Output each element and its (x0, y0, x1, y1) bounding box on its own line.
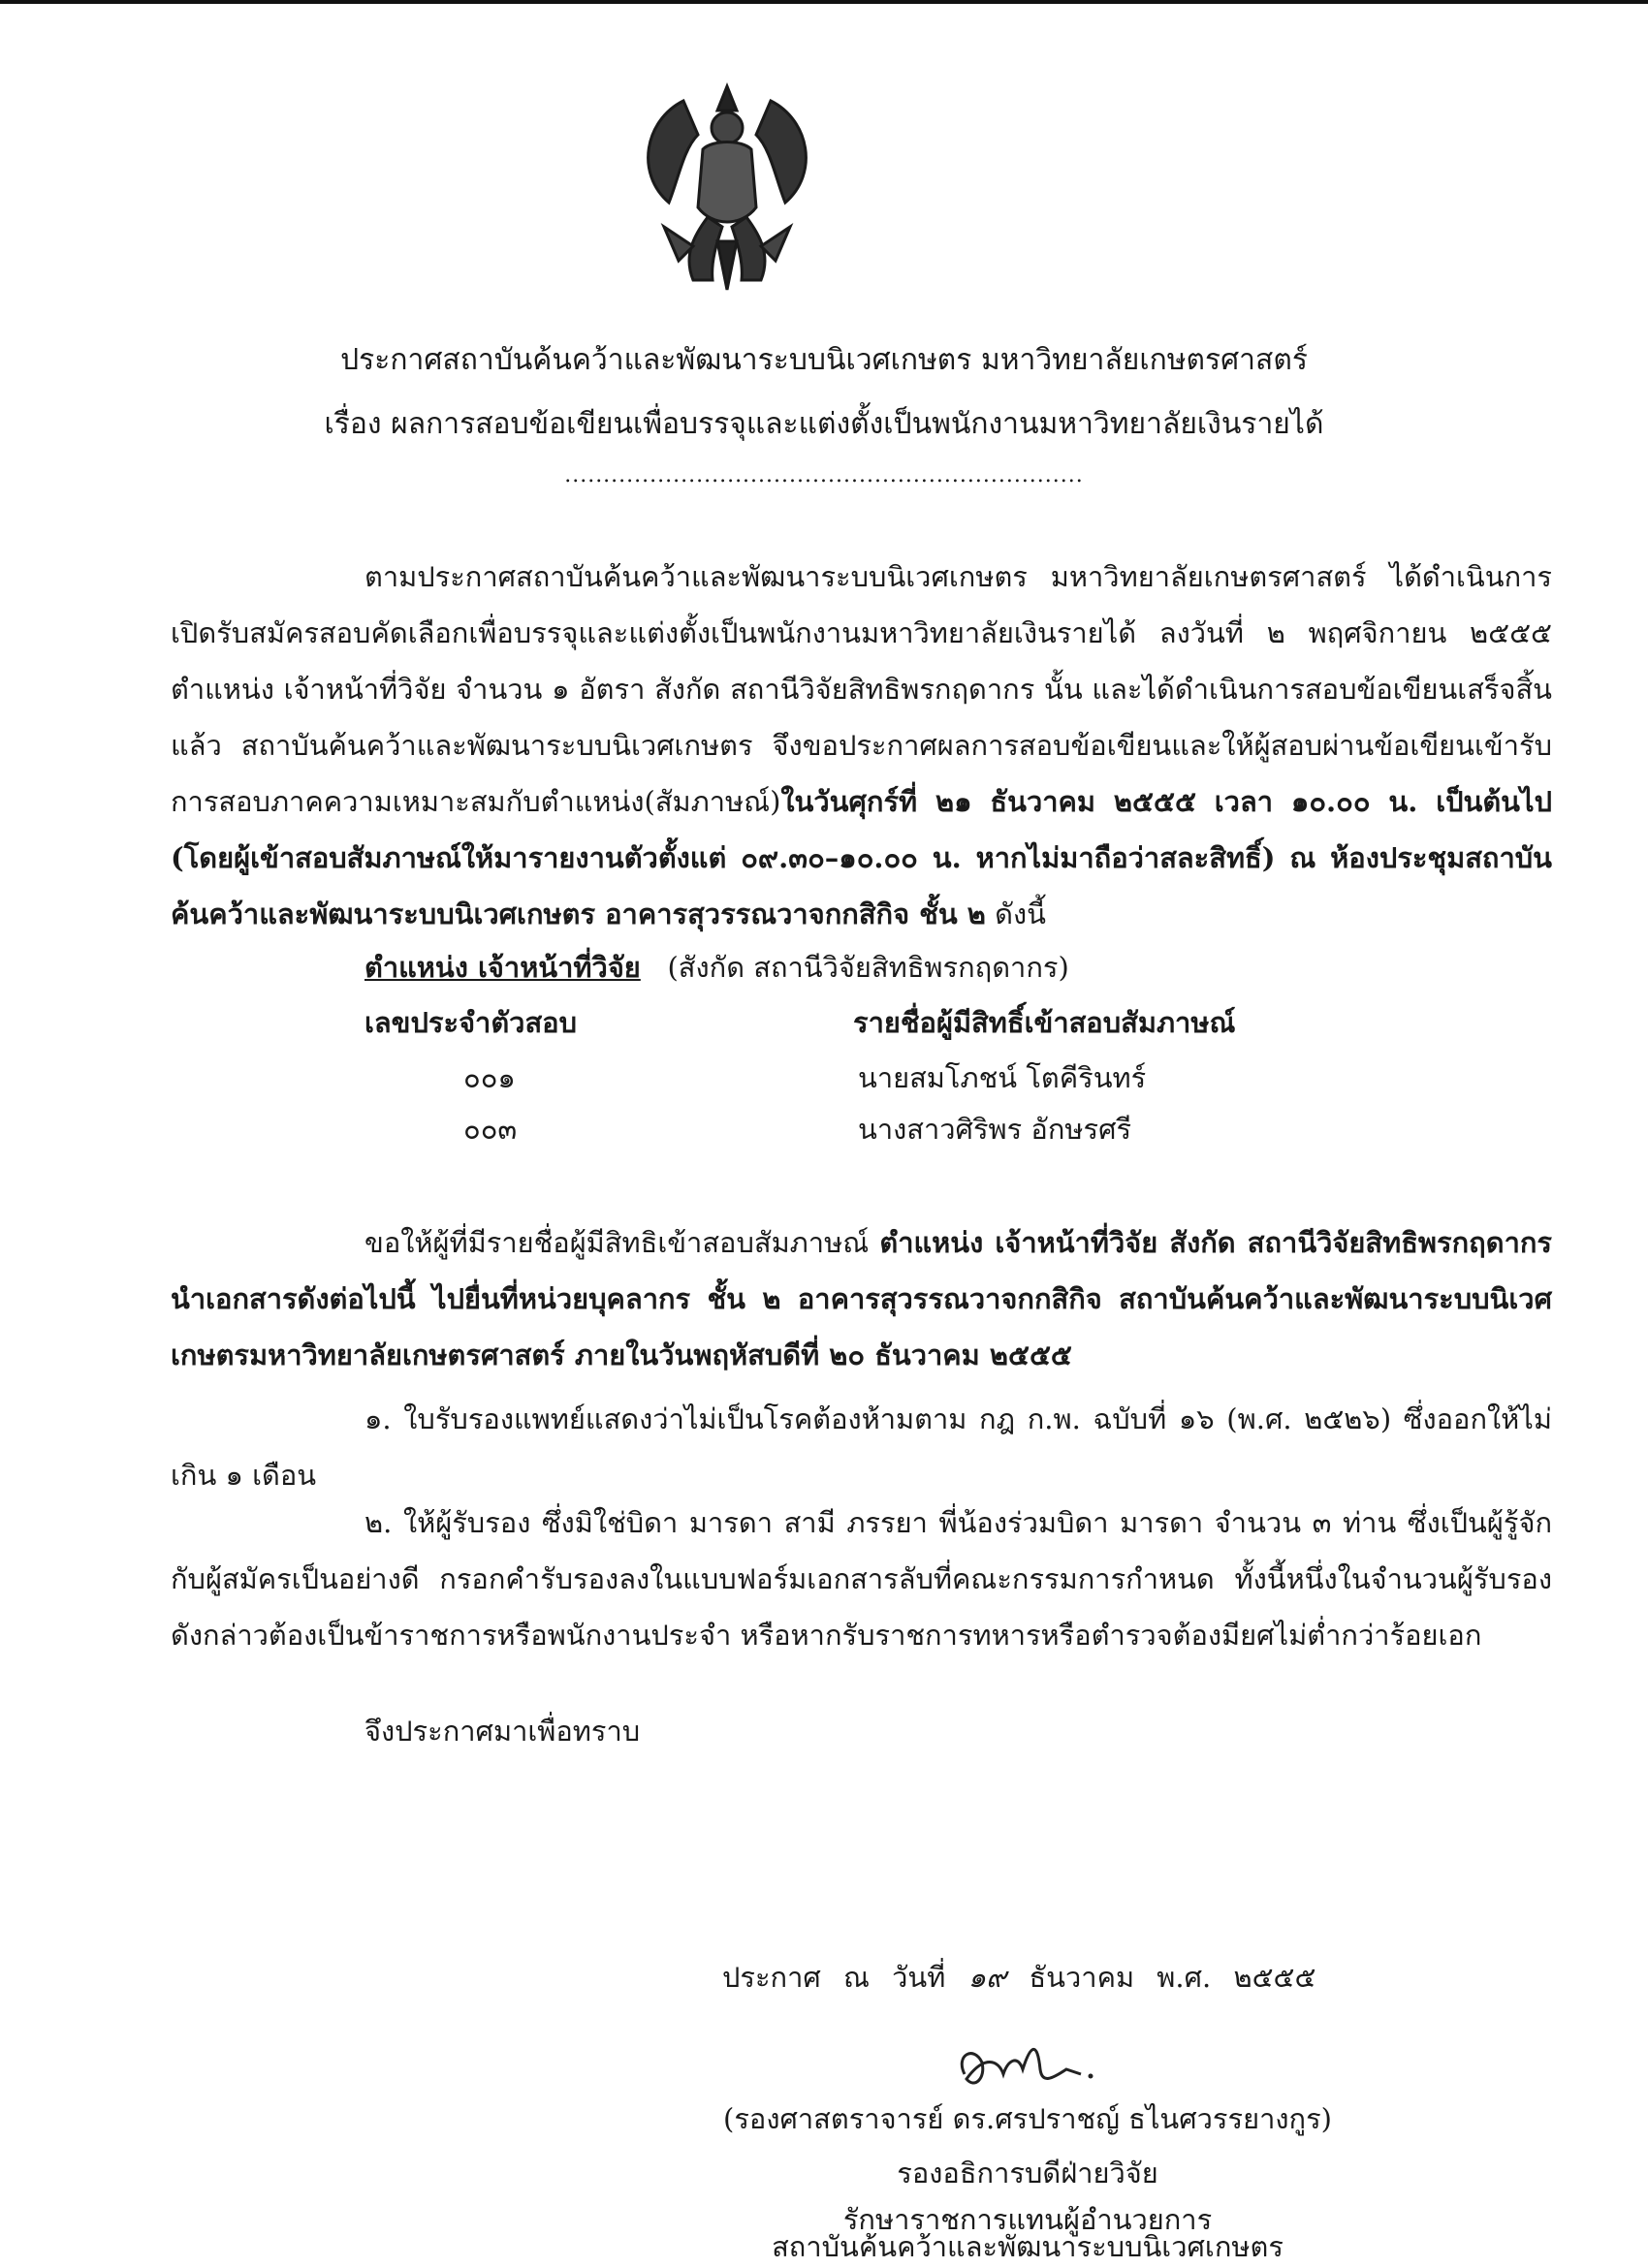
interview-schedule: ในวันศุกร์ที่ ๒๑ ธันวาคม ๒๕๕๕ เวลา ๑๐.๐๐ น. เป็นต้นไป (โดยผู้เข้าสอบสัมภาษณ์ให้มารายงานตัวตั้งแต่ ๐๙.๓๐–๑๐.๐๐ น. หากไม่มาถือว่าสละสิทธิ์) ณ ห้องประชุมสถาบันค้นคว้าและพัฒนาระบบนิเวศเกษตร อาคารสุวรรณวาจกกสิกิจ ชั้น ๒ (171, 785, 1552, 930)
document-item-2: ๒. ให้ผู้รับรอง ซึ่งมิใช่บิดา มารดา สามี ภรรยา พี่น้องร่วมบิดา มารดา จำนวน ๓ ท่าน ซึ่งเป็นผู้รู้จักกับผู้สมัครเป็นอย่างดี กรอกคำรับรองลงในแบบฟอร์มเอกสารลับที่คณะกรรมการกำหนด ทั้งนี้หนึ่งในจำนวนผู้รับรองดังกล่าวต้องเป็นข้าราชการหรือพนักงานประจำ หรือหากรับราชการทหารหรือตำรวจต้องมียศไม่ต่ำกว่าร้อยเอก (171, 1506, 1552, 1652)
document-item-1: ๑. ใบรับรองแพทย์แสดงว่าไม่เป็นโรคต้องห้ามตาม กฎ ก.พ. ฉบับที่ ๑๖ (พ.ศ. ๒๕๒๖) ซึ่งออกให้ไม่เกิน ๑ เดือน (171, 1402, 1552, 1492)
candidate-id: ๐๐๓ (463, 1113, 518, 1146)
candidate-id: ๐๐๑ (463, 1061, 516, 1094)
signatory-title: รองอธิการบดีฝ่ายวิจัย (897, 2157, 1158, 2189)
date-day: ๑๙ (967, 1961, 1007, 1994)
intro-paragraph: ตามประกาศสถาบันค้นคว้าและพัฒนาระบบนิเวศเกษตร มหาวิทยาลัยเกษตรศาสตร์ ได้ดำเนินการเปิดรับสมัครสอบคัดเลือกเพื่อบรรจุและแต่งตั้งเป็นพนักงานมหาวิทยาลัยเงินรายได้ ลงวันที่ ๒ พฤศจิกายน ๒๕๕๕ ตำแหน่ง เจ้าหน้าที่วิจัย จำนวน ๑ อัตรา สังกัด สถานีวิจัยสิทธิพรกฤดากร นั้น และได้ดำเนินการสอบข้อเขียนเสร็จสิ้นแล้ว สถาบันค้นคว้าและพัฒนาระบบนิเวศเกษตร จึงขอประกาศผลการสอบข้อเขียนและให้ผู้สอบผ่านข้อเขียนเข้ารับการสอบภาคความเหมาะสมกับตำแหน่ง(สัมภาษณ์)ในวันศุกร์ที่ ๒๑ ธันวาคม ๒๕๕๕ เวลา ๑๐.๐๐ น. เป็นต้นไป (โดยผู้เข้าสอบสัมภาษณ์ให้มารายงานตัวตั้งแต่ ๐๙.๓๐–๑๐.๐๐ น. หากไม่มาถือว่าสละสิทธิ์) ณ ห้องประชุมสถาบันค้นคว้าและพัฒนาระบบนิเวศเกษตร อาคารสุวรรณวาจกกสิกิจ ชั้น ๒ ดังนี้ (171, 560, 1552, 930)
documents-paragraph: ขอให้ผู้ที่มีรายชื่อผู้มีสิทธิเข้าสอบสัมภาษณ์ ตำแหน่ง เจ้าหน้าที่วิจัย สังกัด สถานีวิจัยสิทธิพรกฤดากร นำเอกสารดังต่อไปนี้ ไปยื่นที่หน่วยบุคลากร ชั้น ๒ อาคารสุวรรณวาจกกสิกิจ สถาบันค้นคว้าและพัฒนาระบบนิเวศเกษตรมหาวิทยาลัยเกษตรศาสตร์ ภายในวันพฤหัสบดีที่ ๒๐ ธันวาคม ๒๕๕๕ (171, 1226, 1552, 1371)
closing-line: จึงประกาศมาเพื่อทราบ (364, 1715, 641, 1748)
table-header-name: รายชื่อผู้มีสิทธิ์เข้าสอบสัมภาษณ์ (853, 1006, 1236, 1039)
garuda-emblem-icon (625, 81, 829, 295)
signatory-institute: สถาบันค้นคว้าและพัฒนาระบบนิเวศเกษตร (772, 2230, 1284, 2263)
candidate-name: นางสาวศิริพร อักษรศรี (858, 1113, 1132, 1146)
title-separator: ................................................................... (564, 463, 1084, 488)
top-border-line (0, 0, 1648, 4)
signatory-acting-title: รักษาราชการแทนผู้อำนวยการ (842, 2203, 1213, 2236)
position-affiliation: (สังกัด สถานีวิจัยสิทธิพรกฤดากร) (667, 951, 1069, 984)
announcement-subject: เรื่อง ผลการสอบข้อเขียนเพื่อบรรจุและแต่งตั้งเป็นพนักงานมหาวิทยาลัยเงินรายได้ (324, 407, 1324, 441)
table-header-id: เลขประจำตัวสอบ (364, 1006, 577, 1039)
candidate-name: นายสมโภชน์ โตคีรินทร์ (858, 1061, 1147, 1094)
announcement-date: ประกาศ ณ วันที่ ๑๙ ธันวาคม พ.ศ. ๒๕๕๕ (722, 1961, 1316, 1994)
position-label: ตำแหน่ง เจ้าหน้าที่วิจัย (364, 951, 641, 984)
announcement-title: ประกาศสถาบันค้นคว้าและพัฒนาระบบนิเวศเกษตร มหาวิทยาลัยเกษตรศาสตร์ (340, 343, 1308, 377)
signatory-name: (รองศาสตราจารย์ ดร.ศรปราชญ์ ธไนศวรรยางกูร) (723, 2102, 1332, 2135)
position-line (364, 948, 1069, 987)
